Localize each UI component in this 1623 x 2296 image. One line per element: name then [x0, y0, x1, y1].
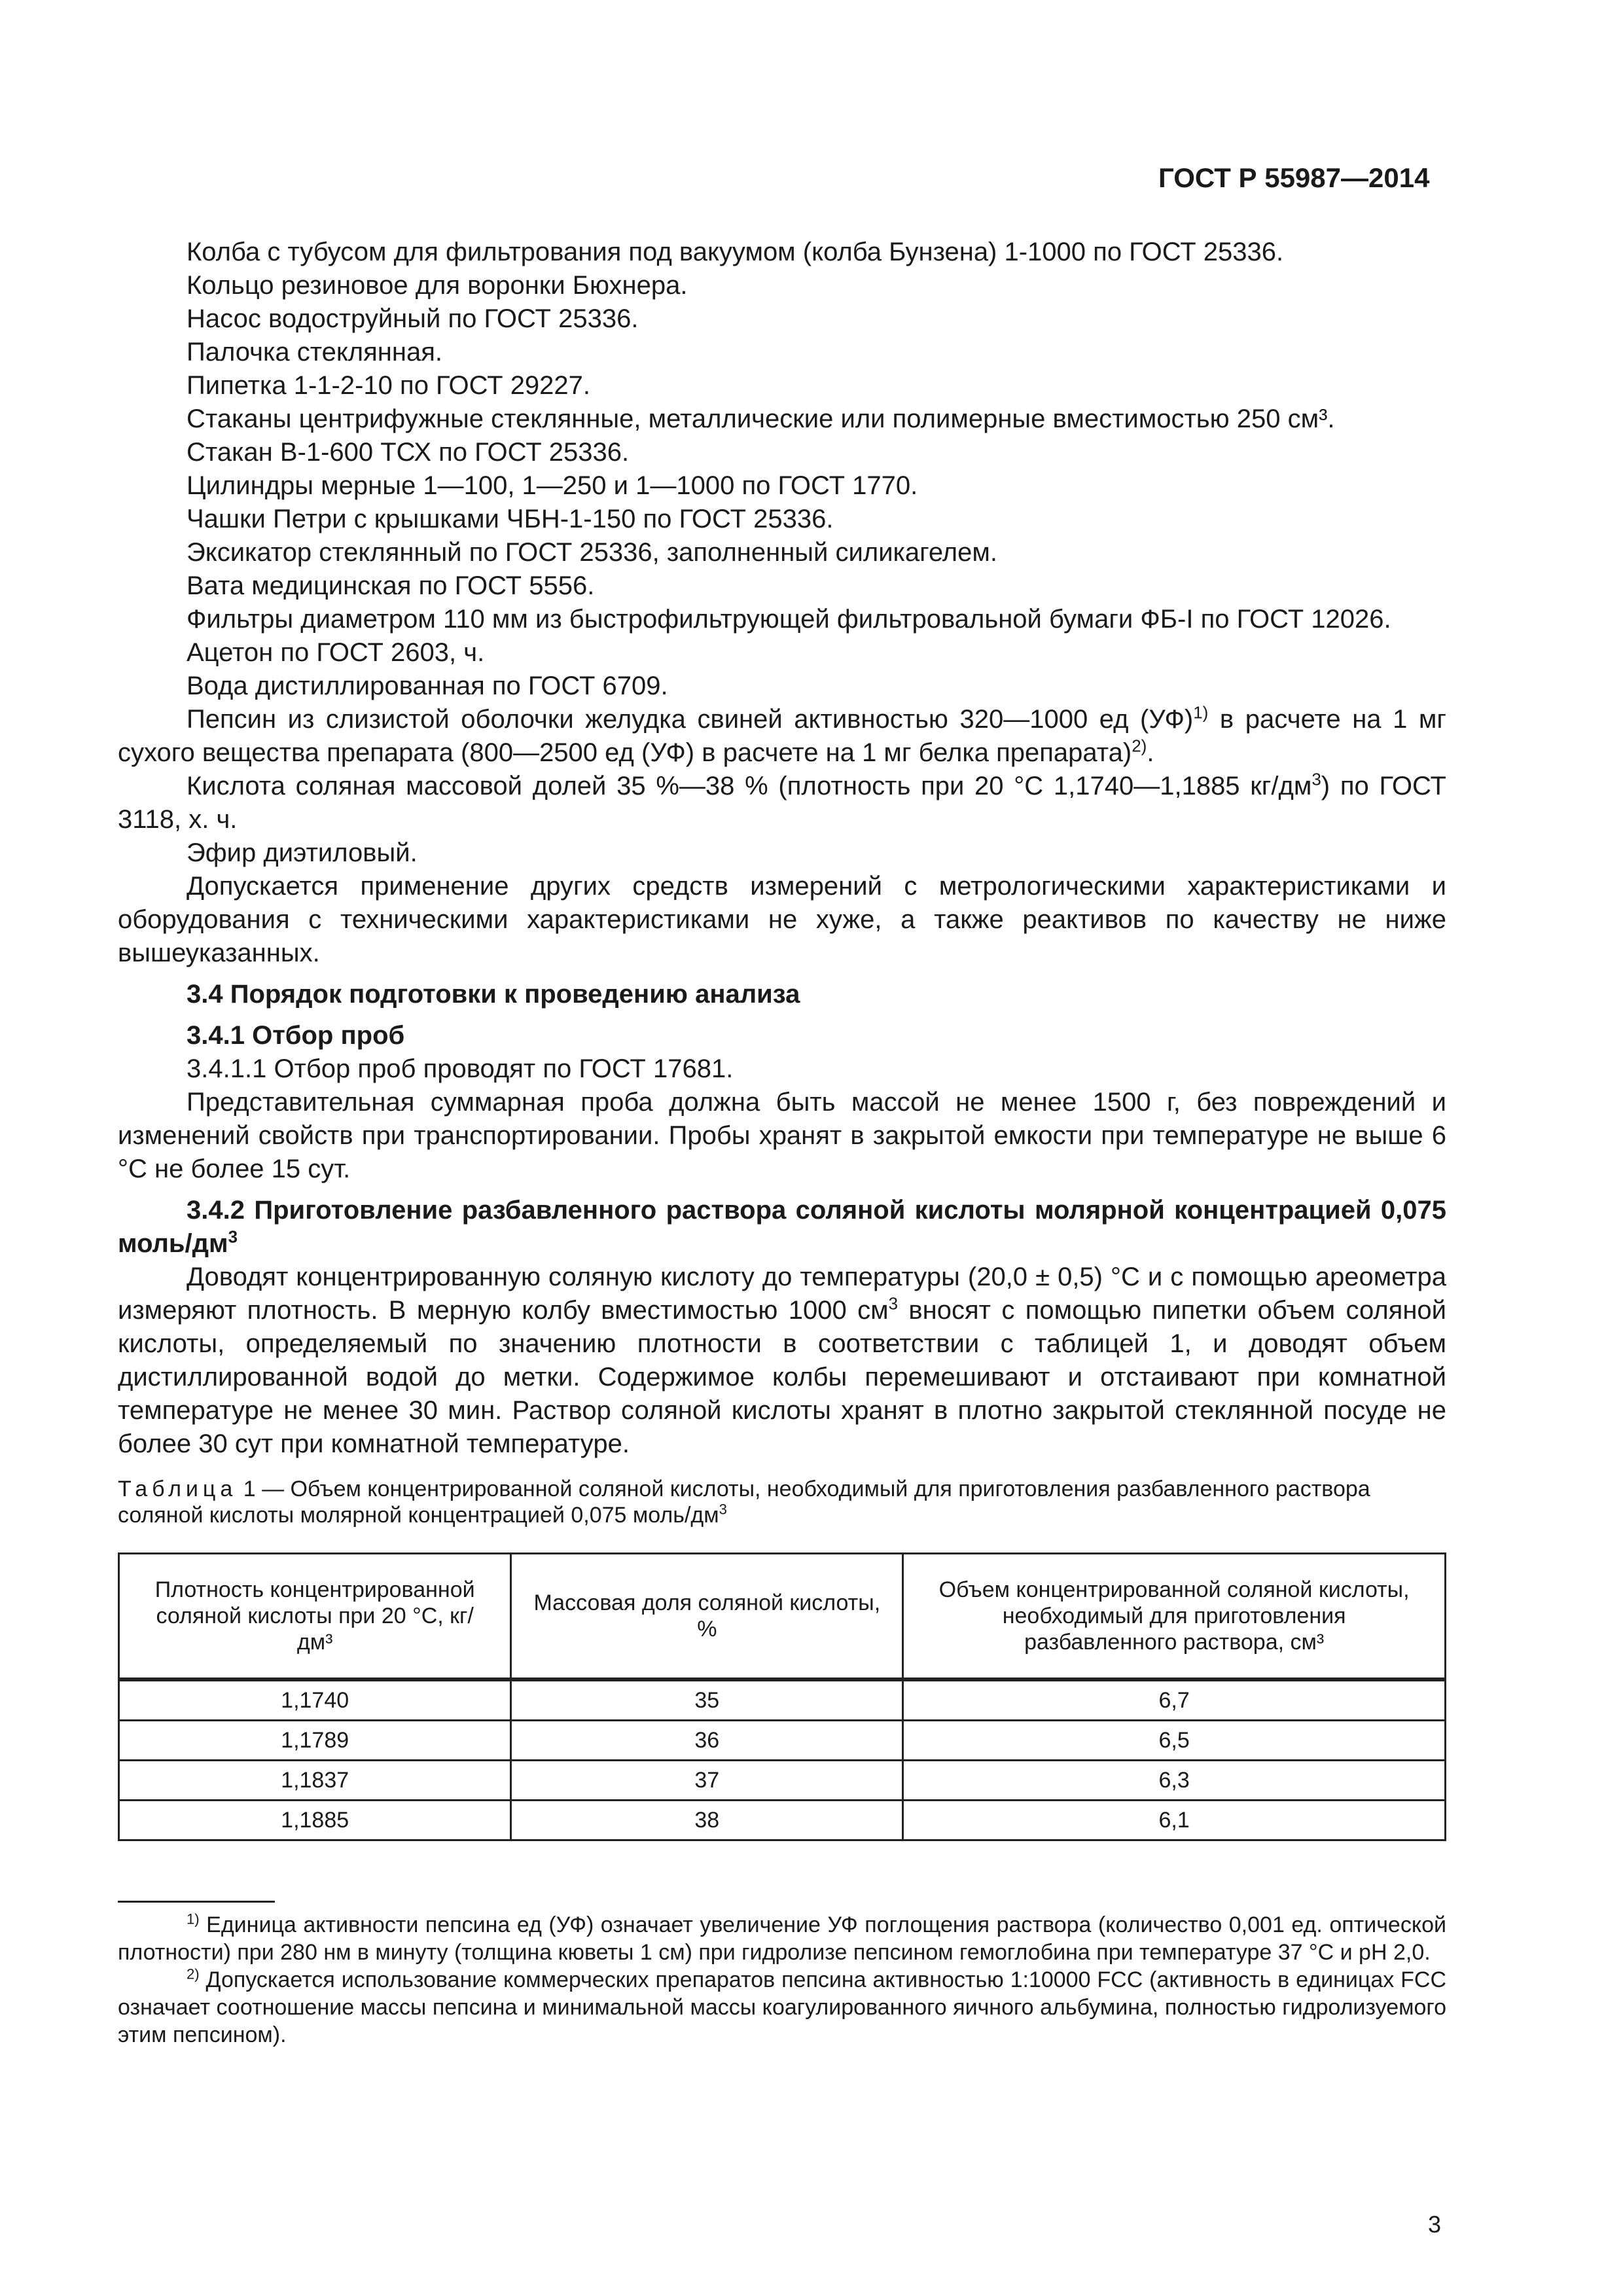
prep-text-a: Доводят концентрированную соляную кислоту до температуры (20,0 ± 0,5) °С и с помощью ареометра измеряют плотность. В мерную колбу вместимостью 1000 см	[118, 1263, 1446, 1325]
section-heading-3-4-1: 3.4.1 Отбор проб	[187, 1021, 405, 1050]
header-density: Плотность концентрированной соляной кислоты при 20 °С, кг/дм³	[119, 1554, 511, 1680]
cell-volume: 6,1	[903, 1801, 1446, 1840]
footnote-ref-2: 2)	[1132, 736, 1147, 756]
sample-paragraph: Представительная суммарная проба должна быть массой не менее 1500 г, без повреждений и изменений свойств при транспортировании. Пробы хранят в закрытой емкости при температуре не выше 6 °С не более 15 сут.	[118, 1088, 1446, 1183]
section-heading-3-4-2	[118, 1194, 1446, 1261]
pepsin-text-a: Пепсин из слизистой оболочки желудка свиней активностью 320—1000 ед (УФ)	[187, 705, 1194, 734]
pepsin-text-c: .	[1147, 738, 1154, 767]
document-header-id: ГОСТ Р 55987—2014	[1158, 162, 1430, 193]
footnote-1	[118, 1911, 1446, 1966]
list-item: Стаканы центрифужные стеклянные, металлические или полимерные вместимостью 250 см³.	[187, 404, 1335, 433]
cell-volume: 6,5	[903, 1721, 1446, 1761]
list-item: Фильтры диаметром 110 мм из быстрофильтрующей фильтровальной бумаги ФБ-I по ГОСТ 12026.	[187, 605, 1391, 634]
footnotes	[118, 1911, 1446, 2049]
table-caption-sup: 3	[719, 1501, 727, 1518]
preparation-paragraph	[118, 1261, 1446, 1461]
page-number: 3	[1428, 2211, 1442, 2238]
list-item: Колба с тубусом для фильтрования под вакуумом (колба Бунзена) 1-1000 по ГОСТ 25336.	[187, 238, 1284, 266]
list-item: Кольцо резиновое для воронки Бюхнера.	[187, 271, 688, 300]
hcl-sup: 3	[1311, 769, 1321, 789]
cell-mass-fraction: 38	[511, 1801, 903, 1840]
allowed-paragraph: Допускается применение других средств измерений с метрологическими характеристиками и оборудования с техническими характеристиками не хуже, а также реактивов по качеству не ниже вышеуказанных.	[118, 872, 1446, 967]
footnote-2-mark: 2)	[187, 1965, 200, 1982]
prep-text-b: вносят с помощью пипетки объем соляной кислоты, определяемый по значению плотности в соответствии с таблицей 1, и доводят объем дистиллированной водой до метки. Содержимое колбы перемешивают и отстаивают при комнатной температуре не менее 30 мин. Раствор соляной кислоты хранят в плотно закрытой стеклянной посуде не более 30 сут при комнатной температуре.	[118, 1296, 1446, 1458]
footnote-1-text: Единица активности пепсина ед (УФ) означает увеличение УФ поглощения раствора (количество 0,001 ед. оптической плотности) при 280 нм в минуту (толщина кюветы 1 см) при гидролизе пепсином гемоглобина при температуре 37 °С и рН 2,0.	[118, 1912, 1446, 1965]
cell-mass-fraction: 35	[511, 1679, 903, 1721]
table-row	[119, 1679, 1446, 1721]
header-mass-fraction: Массовая доля соляной кислоты, %	[511, 1554, 903, 1680]
list-item: Чашки Петри с крышками ЧБН-1-150 по ГОСТ 25336.	[187, 505, 834, 533]
cell-density: 1,1837	[119, 1761, 511, 1801]
cell-mass-fraction: 37	[511, 1761, 903, 1801]
header-volume: Объем концентрированной соляной кислоты, необходимый для приготовления разбавленного раствора, см³	[903, 1554, 1446, 1680]
document-body	[118, 236, 1446, 1461]
prep-sup: 3	[888, 1293, 899, 1314]
list-item: Эксикатор стеклянный по ГОСТ 25336, заполненный силикагелем.	[187, 538, 997, 567]
table-caption	[118, 1476, 1446, 1528]
list-item: Насос водоструйный по ГОСТ 25336.	[187, 304, 639, 333]
table-header-row	[119, 1554, 1446, 1680]
cell-volume: 6,3	[903, 1761, 1446, 1801]
footnote-1-mark: 1)	[187, 1910, 200, 1928]
cell-density: 1,1740	[119, 1679, 511, 1721]
section-heading-3-4: 3.4 Порядок подготовки к проведению анализа	[187, 980, 800, 1009]
ether-line: Эфир диэтиловый.	[187, 838, 418, 867]
heading-3-4-2-text: 3.4.2 Приготовление разбавленного раствора соляной кислоты молярной концентрацией 0,075 моль/дм	[118, 1196, 1446, 1258]
hcl-volume-table	[118, 1552, 1446, 1841]
footnote-2-text: Допускается использование коммерческих препаратов пепсина активностью 1:10000 FCC (активность в единицах FCC означает соотношение массы пепсина и минимальной массы коагулированного яичного альбумина, полностью гидролизуемого этим пепсином).	[118, 1967, 1446, 2047]
list-item: Вода дистиллированная по ГОСТ 6709.	[187, 672, 668, 700]
table-row	[119, 1761, 1446, 1801]
list-item: Палочка стеклянная.	[187, 338, 442, 367]
pepsin-paragraph	[118, 703, 1446, 770]
footnote-ref-1: 1)	[1193, 702, 1209, 723]
heading-3-4-2-sup: 3	[228, 1227, 238, 1247]
cell-mass-fraction: 36	[511, 1721, 903, 1761]
list-item: Стакан В-1-600 ТСХ по ГОСТ 25336.	[187, 438, 630, 467]
table-row	[119, 1721, 1446, 1761]
list-item: Вата медицинская по ГОСТ 5556.	[187, 571, 595, 600]
table-caption-text: 1 — Объем концентрированной соляной кислоты, необходимый для приготовления разбавленного раствора соляной кислоты молярной концентрацией 0,075 моль/дм	[118, 1477, 1370, 1528]
table-row	[119, 1801, 1446, 1840]
footnote-2	[118, 1966, 1446, 2049]
cell-density: 1,1885	[119, 1801, 511, 1840]
list-item: Пипетка 1-1-2-10 по ГОСТ 29227.	[187, 371, 591, 400]
pepsin-text-b: в расчете на 1 мг сухого вещества препарата (800—2500 ед (УФ) в расчете на 1 мг белка препарата)	[118, 705, 1447, 767]
hcl-text-b: ) по ГОСТ 3118, х. ч.	[118, 772, 1446, 834]
paragraph-3-4-1-1: 3.4.1.1 Отбор проб проводят по ГОСТ 17681.	[187, 1054, 734, 1083]
cell-volume: 6,7	[903, 1679, 1446, 1721]
table-caption-word: Таблица	[118, 1477, 238, 1501]
footnote-separator	[118, 1901, 275, 1903]
list-item: Цилиндры мерные 1—100, 1—250 и 1—1000 по ГОСТ 1770.	[187, 471, 918, 500]
list-item: Ацетон по ГОСТ 2603, ч.	[187, 638, 485, 667]
hcl-paragraph	[118, 770, 1446, 836]
hcl-text-a: Кислота соляная массовой долей 35 %—38 % (плотность при 20 °С 1,1740—1,1885 кг/дм	[187, 772, 1312, 800]
cell-density: 1,1789	[119, 1721, 511, 1761]
